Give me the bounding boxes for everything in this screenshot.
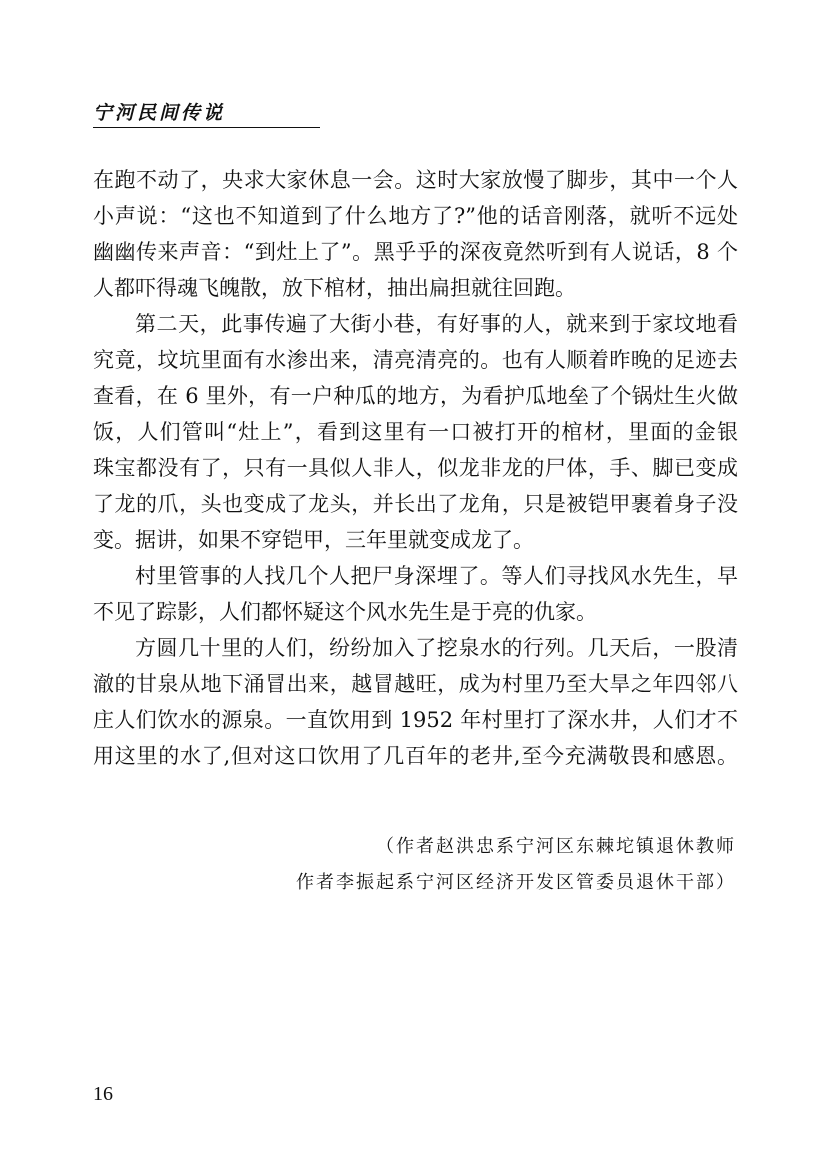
text-line: 用这里的水了,但对这口饮用了几百年的老井,至今充满敬畏和感恩。 [93, 744, 738, 768]
header-rule [93, 127, 320, 128]
text-line: 第二天，此事传遍了大街小巷，有好事的人，就来到于家坟地看 [135, 312, 738, 336]
text-line: 在跑不动了，央求大家休息一会。这时大家放慢了脚步，其中一个人 [93, 168, 738, 192]
text-line: 饭，人们管叫“灶上”，看到这里有一口被打开的棺材，里面的金银 [93, 420, 738, 444]
body-text [93, 162, 738, 774]
text-line: 了龙的爪，头也变成了龙头，并长出了龙角，只是被铠甲裹着身子没 [93, 492, 738, 516]
attribution-line: （作者赵洪忠系宁河区东棘坨镇退休教师 [376, 836, 736, 857]
page-number: 16 [93, 1083, 113, 1105]
text-line: 不见了踪影，人们都怀疑这个风水先生是于亮的仇家。 [93, 600, 597, 624]
running-header: 宁河民间传说 [93, 102, 226, 124]
text-line: 村里管事的人找几个人把尸身深埋了。等人们寻找风水先生，早 [135, 564, 738, 588]
text-line: 变。据讲，如果不穿铠甲，三年里就变成龙了。 [93, 528, 534, 552]
author-attribution [296, 829, 736, 901]
attribution-line: 作者李振起系宁河区经济开发区管委员退休干部） [296, 872, 736, 893]
text-line: 幽幽传来声音：“到灶上了”。黑乎乎的深夜竟然听到有人说话，8 个 [93, 240, 738, 264]
text-line: 查看，在 6 里外，有一户种瓜的地方，为看护瓜地垒了个锅灶生火做 [93, 384, 738, 408]
text-line: 究竟，坟坑里面有水渗出来，清亮清亮的。也有人顺着昨晚的足迹去 [93, 348, 738, 372]
text-line: 庄人们饮水的源泉。一直饮用到 1952 年村里打了深水井，人们才不 [93, 708, 738, 732]
text-line: 方圆几十里的人们，纷纷加入了挖泉水的行列。几天后，一股清 [135, 636, 738, 660]
text-line: 澈的甘泉从地下涌冒出来，越冒越旺，成为村里乃至大旱之年四邻八 [93, 672, 738, 696]
text-line: 珠宝都没有了，只有一具似人非人，似龙非龙的尸体，手、脚已变成 [93, 456, 738, 480]
text-line: 人都吓得魂飞魄散，放下棺材，抽出扁担就往回跑。 [93, 276, 576, 300]
text-line: 小声说：“这也不知道到了什么地方了?”他的话音刚落，就听不远处 [93, 204, 738, 228]
